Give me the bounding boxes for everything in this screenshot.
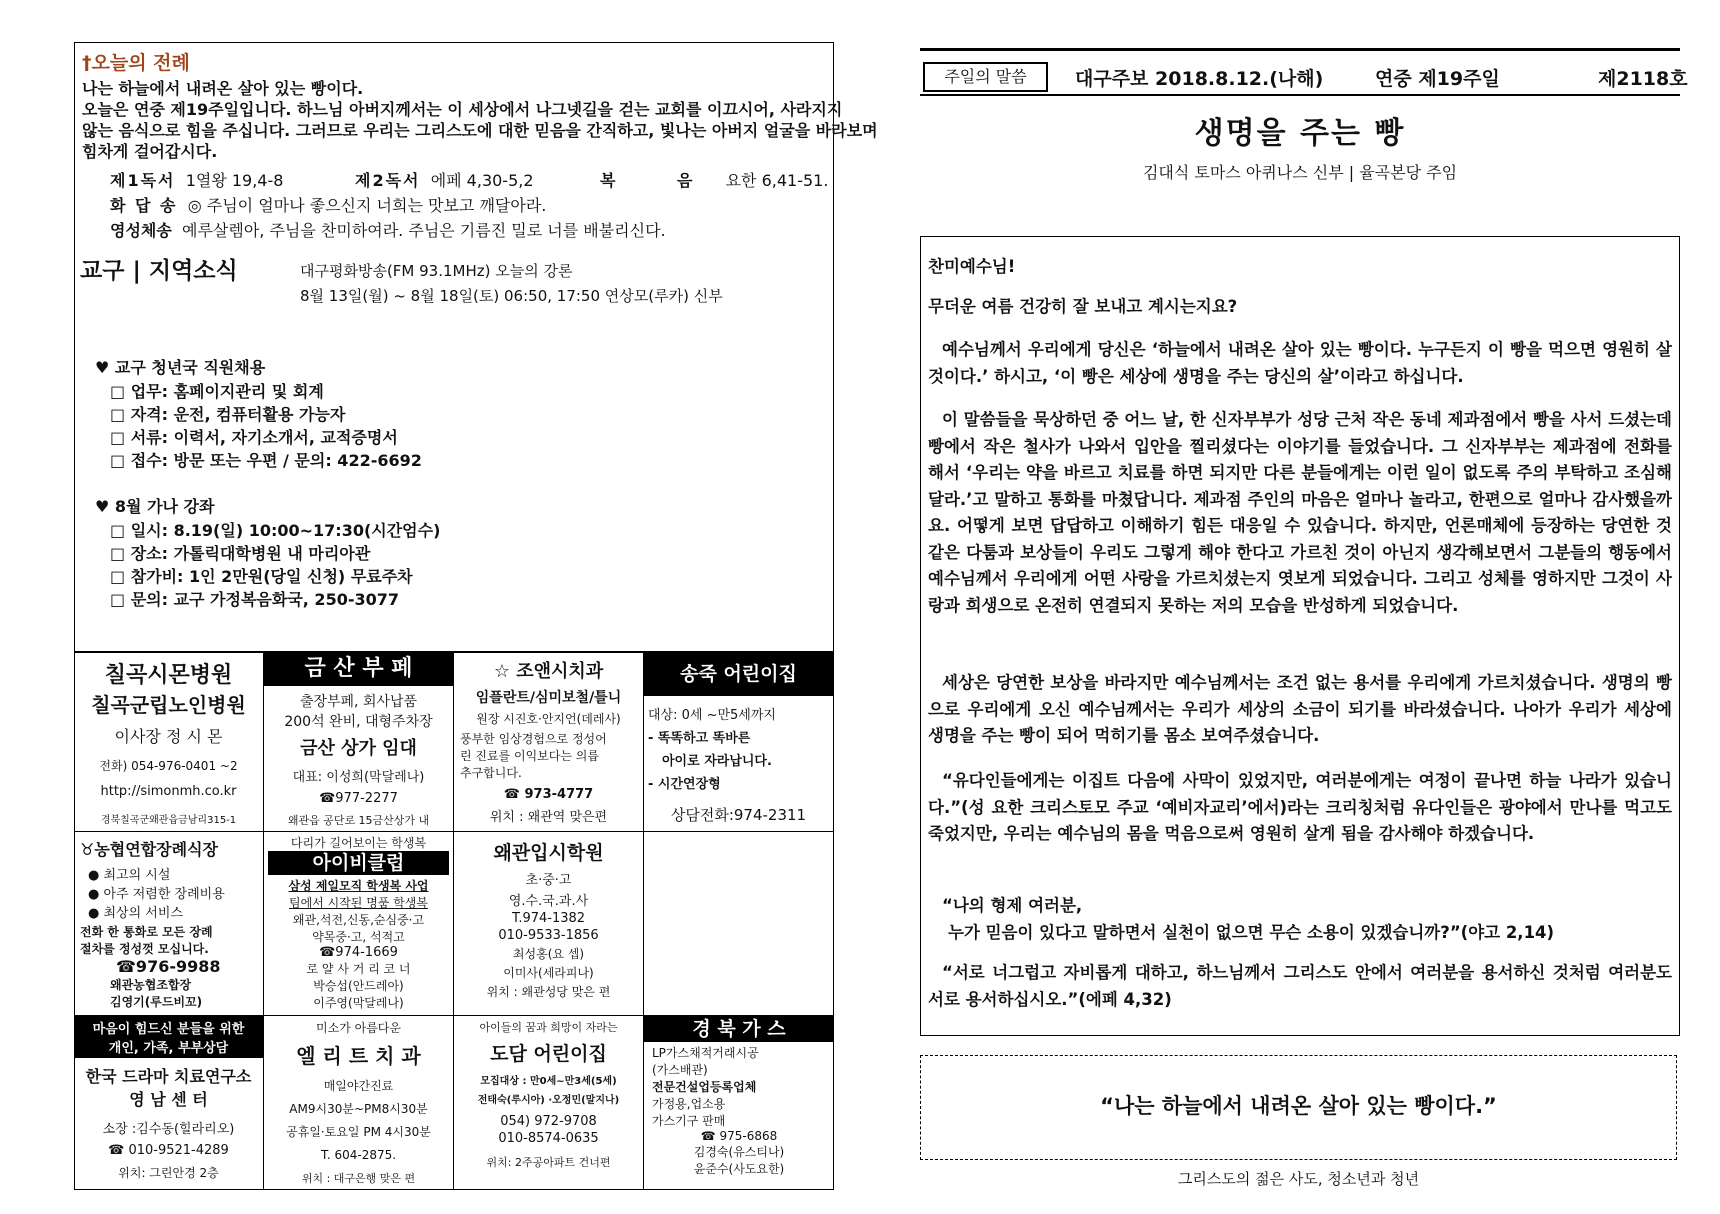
section-2-title: ♥ 8월 가나 강좌 [95, 497, 215, 516]
ad-line: 박승섭(안드레아) [313, 979, 404, 993]
section-2-item: □ 장소: 가톨릭대학병원 내 마리아관 [110, 544, 371, 563]
ad-line: 대상: 0세 ~만5세까지 [648, 708, 776, 723]
ad-line: - 똑똑하고 똑바른 [648, 731, 751, 746]
ad-line: 대표: 이성희(막달레나) [292, 770, 425, 785]
ad-line: ● 최상의 서비스 [88, 906, 183, 921]
ad-drama-banner [74, 1016, 263, 1058]
ad-line: 원장 시진호·안지언(데레사) [476, 712, 621, 726]
ad-line: 윤준수(사도요한) [693, 1162, 785, 1176]
section-2-item: □ 일시: 8.19(일) 10:00~17:30(시간엄수) [110, 521, 441, 540]
ad-line: 영.수.국.과.사 [508, 894, 589, 909]
ad-line: 로 얄 사 거 리 코 너 [306, 962, 411, 976]
ad-line: ♉농협연합장례식장 [80, 840, 218, 859]
ad-line: ☎ 010-9521-4289 [108, 1143, 229, 1158]
ad-line: 공휴일·토요일 PM 4시30분 [286, 1125, 431, 1139]
news-line-2: 8월 13일(월) ~ 8월 18일(토) 06:50, 17:50 연상모(루카) 신부 [300, 287, 723, 305]
ad-line: 전화) 054-976-0401 ~2 [99, 759, 238, 773]
ad-line: 초·중·고 [525, 873, 572, 888]
key-quote: “나는 하늘에서 내려온 살아 있는 빵이다.” [1100, 1094, 1497, 1118]
ad-line: 매일야간진료 [323, 1079, 394, 1093]
ad-line: 아이로 자라납니다. [662, 754, 772, 769]
ad-line: 이사장 정 시 몬 [114, 727, 223, 746]
ad-line: T. 604-2875. [320, 1148, 397, 1162]
gospel-label: 복 음 [600, 171, 721, 190]
ad-line: 010-8574-0635 [498, 1131, 599, 1146]
ad-line: 금 산 부 페 [264, 652, 453, 686]
reading-2 [355, 168, 534, 191]
ad-line: 이미사(세라피나) [503, 966, 594, 980]
ad-line: 절차를 정성껏 모십니다. [80, 942, 209, 956]
ad-nonghyup-funeral [74, 832, 264, 1016]
ad-songjuk-daycare [644, 652, 834, 832]
ad-line: ● 최고의 시설 [88, 868, 171, 883]
ad-line: LP가스채적거래시공 [652, 1046, 759, 1060]
ad-line: 최성홍(요 셉) [512, 947, 585, 961]
ad-line: 왜관농협조합장 [110, 978, 192, 992]
ad-line: 전화 한 통화로 모든 장례 [80, 925, 213, 939]
ad-gyeongbuk-gas [644, 1016, 834, 1190]
sermon-paragraph: 세상은 당연한 보상을 바라지만 예수님께서는 조건 없는 용서를 우리에게 가르치셨습니다. 생명의 빵으로 우리에게 오신 예수님께서는 우리가 세상의 소금이 되기를 바라셨습니다. 나아가 우리가 세상에 생명을 주는 빵이 되어 먹히기를 몸소 보여주셨습니다. [928, 673, 1672, 745]
sermon-paragraph: 이 말씀들을 묵상하던 중 어느 날, 한 신자부부가 성당 근처 작은 동네 제과점에서 빵을 사서 드셨는데 빵에서 작은 철사가 나와서 입안을 찔리셨다는 이야기를 들었습니다. 그 신자부부는 제과점에 전화를 해서 ‘우리는 약을 바르고 치료를 하면 되지만 다른 분들에게는 이런 일이 없도록 주의 부탁하고 조심해 달라.’고 말하고 통화를 마쳤답니다. 제과점 주인의 마음은 얼마나 놀라고, 한편으로 얼마나 감사했을까요. 어떻게 보면 답답하고 이해하기 힘든 대응일 수 있습니다. 하지만, 언론매체에 등장하는 당연한 것 같은 다툼과 보상들이 우리도 그렇게 해야 한다고 가르친 것이 아닌지 생각해보면서 그분들의 행동에서 예수님께서 우리에게 어떤 사랑을 가르치셨는지 엿보게 되었습니다. 그리고 성체를 영하지만 그것이 사랑과 희생으로 온전히 연결되지 못하는 저의 모습을 반성하게 되었습니다. [928, 410, 1672, 615]
ad-line: 위치 : 왜관성당 맞은 편 [486, 985, 611, 999]
section-2-item: □ 문의: 교구 가정복음화국, 250-3077 [110, 590, 400, 609]
ad-line: 054) 972-9708 [500, 1114, 597, 1129]
ad-line: 한국 드라마 치료연구소 [85, 1067, 252, 1086]
ad-line: http://simonmh.co.kr [100, 784, 237, 799]
ad-line: ☎ 973-4777 [503, 787, 594, 802]
ad-dodam-daycare [454, 1016, 644, 1190]
ad-line: AM9시30분~PM8시30분 [289, 1102, 428, 1116]
ad-line: 개인, 가족, 부부상담 [108, 1041, 229, 1056]
ad-line: 팀에서 시작된 명품 학생복 [289, 896, 428, 910]
ad-line: ☎974-1669 [319, 945, 398, 960]
news-title: 교구 | 지역소식 [80, 258, 238, 284]
ad-line: 도담 어린이집 [490, 1043, 607, 1065]
ad-line: ☎977-2277 [319, 791, 398, 806]
ad-line: 이주영(막달레나) [313, 996, 404, 1010]
ad-line: 200석 완비, 대형주차장 [284, 714, 433, 730]
sermon-paragraph: 예수님께서 우리에게 당신은 ‘하늘에서 내려온 살아 있는 빵이다. 누구든지 이 빵을 먹으면 영원히 살 것이다.’ 하시고, ‘이 빵은 세상에 생명을 주는 당신의 살’이라고 하십니다. [928, 340, 1672, 386]
liturgy-intro-2: 않는 음식으로 힘을 주십니다. 그러므로 우리는 그리스도에 대한 믿음을 간직하고, 빛나는 아버지 얼굴을 바라보며 [82, 121, 878, 140]
ad-line: 영 남 센 터 [129, 1090, 208, 1109]
issue-number: 제2118호 [1598, 68, 1688, 90]
ad-line: 출장부페, 회사납품 [299, 694, 418, 710]
ad-line: 김경숙(유스티나) [693, 1145, 785, 1159]
ad-empty-slot [644, 832, 834, 1016]
sermon-quote-1b: 누가 믿음이 있다고 말하면서 실천이 없으면 무슨 소용이 있겠습니까?”(야고 2,14) [948, 923, 1555, 942]
liturgy-title: †오늘의 전례 [82, 52, 190, 74]
ad-line: 아이비클럽 [268, 851, 449, 875]
ad-ivy-club [264, 832, 454, 1016]
ad-line: 추구합니다. [460, 766, 522, 780]
ad-line: (가스배관) [652, 1063, 708, 1077]
ad-line: 경북칠곡군왜관읍금남리315-1 [100, 815, 237, 826]
ad-line: 왜관읍 공단로 15금산상가 내 [287, 814, 430, 827]
ad-line: 왜관입시학원 [493, 842, 604, 864]
gospel [600, 168, 828, 191]
paper-date: 대구주보 2018.8.12.(나해) [1075, 68, 1324, 90]
psalm-text: ◎ 주님이 얼마나 좋으신지 너희는 맛보고 깨달아라. [187, 196, 547, 215]
ad-line: 위치: 2주공아파트 건너편 [486, 1156, 611, 1169]
sermon-paragraph: 무더운 여름 건강히 잘 보내고 계시는지요? [928, 297, 1238, 316]
header-rule [920, 94, 1680, 96]
sermon-paragraph: “유다인들에게는 이집트 다음에 사막이 있었지만, 여러분에게는 여정이 끝나면 하늘 나라가 있습니다.”(성 요한 크리스토모 주교 ‘예비자교리’에서)라는 크리칭처럼 유다인들은 광야에서 만나를 먹고도 죽었지만, 우리는 예수님의 몸을 먹음으로써 영원히 살게 됨을 감사해야 하겠습니다. [928, 771, 1672, 843]
ad-line: T.974-1382 [511, 911, 586, 926]
section-2-item: □ 참가비: 1인 2만원(당일 신청) 무료주차 [110, 567, 413, 586]
ad-line: 상담전화:974-2311 [670, 806, 807, 824]
ad-line: 린 진료를 이익보다는 의릅 [460, 749, 599, 763]
section-tag: 주일의 말씀 [923, 62, 1048, 92]
ad-line: 다리가 길어보이는 학생복 [290, 836, 427, 850]
ad-line: 왜관,석전,신동,순심중·고 [292, 913, 425, 927]
ad-line: 소장 :김수동(힐라리오) [102, 1122, 235, 1137]
ad-line: 아이들의 꿈과 희망이 자라는 [479, 1021, 618, 1034]
ad-line: 가스기구 판매 [652, 1114, 726, 1128]
reading-1-label: 제1독서 [110, 171, 176, 190]
ad-line: 전태숙(루시아) ·오정민(말지나) [477, 1095, 620, 1106]
ad-line: ● 아주 저렴한 장례비용 [88, 887, 225, 902]
psalm-label: 화 답 송 [110, 196, 178, 215]
reading-2-label: 제2독서 [355, 171, 421, 190]
section-1-item: □ 서류: 이력서, 자기소개서, 교적증명서 [110, 428, 398, 447]
ad-line: 김영기(루드비꼬) [110, 995, 203, 1009]
reading-2-ref: 에페 4,30-5,2 [430, 171, 534, 190]
ad-line: ☎ 975-6868 [700, 1129, 778, 1143]
gospel-ref: 요한 6,41-51. [725, 171, 829, 190]
header-top-rule [920, 48, 1680, 51]
section-1-item: □ 자격: 운전, 컴퓨터활용 가능자 [110, 405, 346, 424]
ad-line: 약목중·고, 석적고 [312, 930, 405, 944]
news-line-1: 대구평화방송(FM 93.1MHz) 오늘의 강론 [300, 262, 573, 280]
section-1-item: □ 접수: 방문 또는 우편 / 문의: 422-6692 [110, 451, 422, 470]
liturgy-verse: 나는 하늘에서 내려온 살아 있는 빵이다. [82, 79, 364, 98]
reading-1-ref: 1열왕 19,4-8 [185, 171, 284, 190]
ad-line: 엘 리 트 치 과 [296, 1044, 421, 1068]
ad-line: 전문건설업등록업체 [652, 1080, 757, 1094]
liturgical-week: 연중 제19주일 [1375, 68, 1500, 90]
ad-line: 송죽 어린이집 [644, 652, 833, 696]
communion-label: 영성체송 [110, 221, 172, 240]
ad-line: - 시간연장형 [648, 777, 721, 792]
ad-geumsan-buffet [264, 652, 454, 832]
ad-line: 미소가 아름다운 [316, 1021, 401, 1035]
sermon-title: 생명을 주는 빵 [1194, 116, 1406, 151]
ad-line: 풍부한 임상경험으로 정성어 [460, 732, 607, 746]
ad-line: 가정용,업소용 [652, 1097, 726, 1111]
page-footer: 그리스도의 젊은 사도, 청소년과 청년 [1177, 1170, 1420, 1188]
ad-simon-hospital [74, 652, 264, 832]
ad-waegwan-academy [454, 832, 644, 1016]
ad-line: ☆ 조앤시치과 [493, 661, 604, 682]
section-1-title: ♥ 교구 청년국 직원채용 [95, 358, 266, 377]
ad-line: 위치 : 왜관역 맞은편 [489, 810, 608, 825]
sermon-greeting: 찬미예수님! [928, 257, 1016, 276]
sermon-quote-2: “서로 너그럽고 자비롭게 대하고, 하느님께서 그리스도 안에서 여러분을 용서하신 것처럼 여러분도 서로 용서하십시오.”(에페 4,32) [928, 963, 1672, 1009]
ad-drama-therapy [74, 1016, 264, 1190]
ad-line: 모집대상 : 만0세~만3세(5세) [480, 1076, 617, 1087]
ad-line: 010-9533-1856 [498, 928, 599, 943]
ad-line: 임플란트/심미보철/틀니 [475, 690, 622, 706]
liturgy-intro-3: 힘차게 걸어갑시다. [82, 142, 218, 161]
psalm [110, 193, 546, 216]
liturgy-intro-1: 오늘은 연중 제19주일입니다. 하느님 아버지께서는 이 세상에서 나그넷길을 걷는 교회를 이끄시어, 사라지지 [82, 100, 843, 119]
ad-line: 위치 : 대구은행 맞은 편 [301, 1172, 416, 1185]
ad-elite-dental [264, 1016, 454, 1190]
sermon-author: 김대식 토마스 아퀴나스 신부 | 율곡본당 주임 [1142, 163, 1458, 182]
ad-line: 위치: 그린안경 2층 [118, 1166, 219, 1180]
section-1-item: □ 업무: 홈페이지관리 및 회계 [110, 382, 324, 401]
ad-line: ☎976-9988 [116, 957, 221, 976]
ad-joen-dental [454, 652, 644, 832]
ad-line: 금산 상가 임대 [300, 738, 417, 759]
sermon-quote-1a: “나의 형제 여러분, [942, 896, 1083, 915]
ad-line: 삼성 제일모직 학생복 사업 [288, 879, 429, 893]
ad-line: 마음이 힘드신 분들을 위한 [92, 1022, 245, 1037]
communion [110, 218, 666, 241]
reading-1 [110, 168, 283, 191]
communion-text: 예루살렘아, 주님을 찬미하여라. 주님은 기름진 밀로 너를 배불리신다. [182, 221, 666, 240]
ad-line: 칠곡시몬병원 [104, 663, 233, 688]
ad-line: 칠곡군립노인병원 [91, 693, 246, 717]
ad-line: 경 북 가 스 [644, 1016, 834, 1042]
